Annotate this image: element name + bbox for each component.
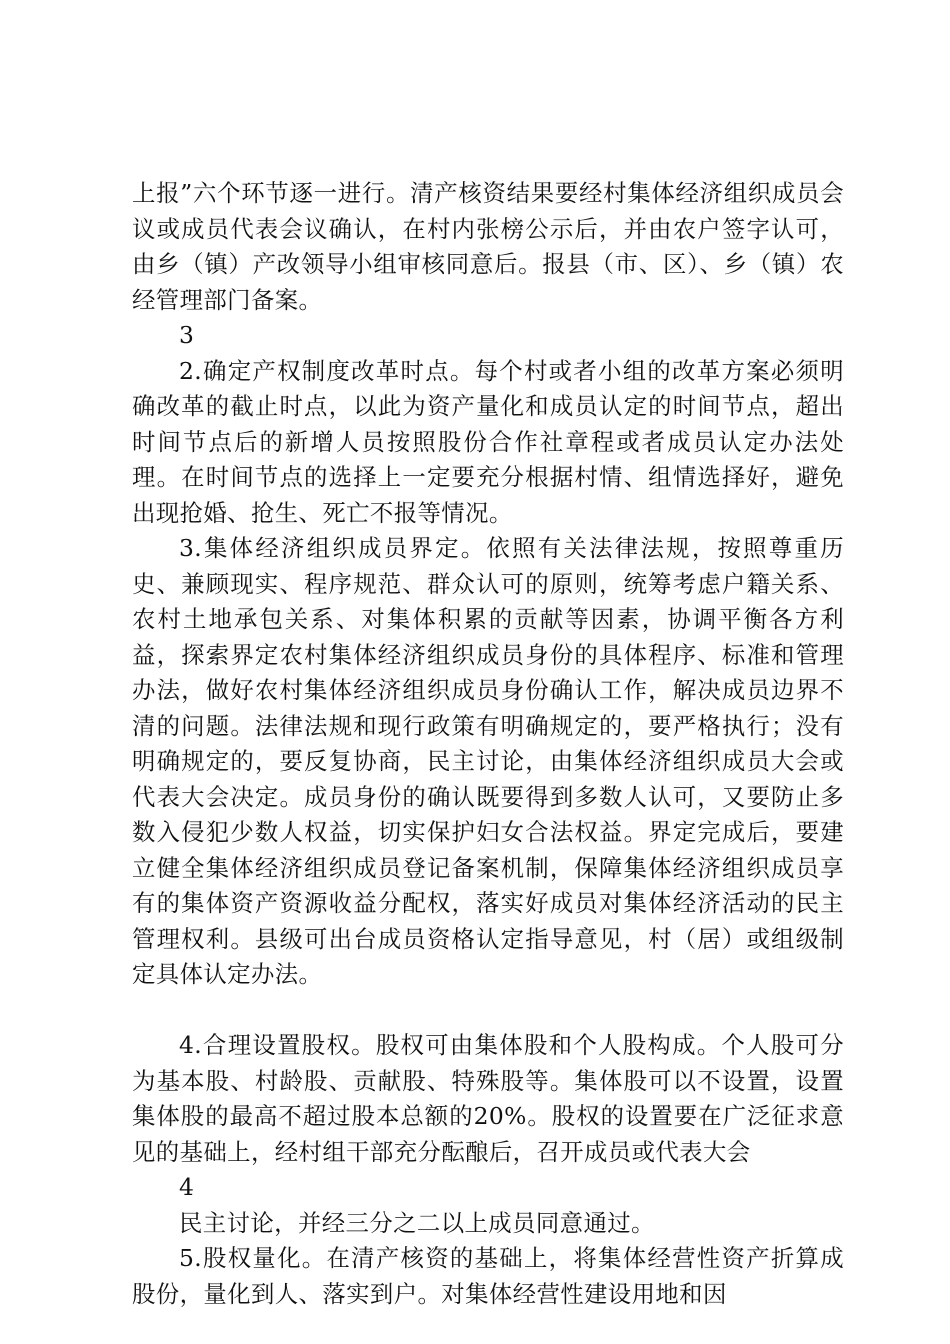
paragraph-equity-setup: 4.合理设置股权。股权可由集体股和个人股构成。个人股可分为基本股、村龄股、贡献股、特殊股等。集体股可以不设置，设置集体股的最高不超过股本总额的20%。股权的设置要在广泛征求意见的基础上，经村组干部充分酝酿后，召开成员或代表大会 <box>132 1031 844 1166</box>
paragraph-member-definition: 3.集体经济组织成员界定。依照有关法律法规，按照尊重历史、兼顾现实、程序规范、群众认可的原则，统筹考虑户籍关系、农村土地承包关系、对集体积累的贡献等因素，协调平衡各方利益，探索界定农村集体经济组织成员身份的具体程序、标准和管理办法，做好农村集体经济组织成员身份确认工作，解决成员边界不清的问题。法律法规和现行政策有明确规定的，要严格执行；没有明确规定的，要反复协商，民主讨论，由集体经济组织成员大会或代表大会决定。成员身份的确认既要得到多数人认可，又要防止多数入侵犯少数人权益，切实保护妇女合法权益。界定完成后，要建立健全集体经济组织成员登记备案机制，保障集体经济组织成员享有的集体资产资源收益分配权，落实好成员对集体经济活动的民主管理权利。县级可出台成员资格认定指导意见，村（居）或组级制定具体认定办法。 <box>132 534 844 988</box>
paragraph-cleanup-procedure: 上报”六个环节逐一进行。清产核资结果要经村集体经济组织成员会议或成员代表会议确认，在村内张榜公示后，并由农户签字认可，由乡（镇）产改领导小组审核同意后。报县（市、区）、乡（镇）农经管理部门备案。 <box>132 179 844 314</box>
paragraph-reform-timepoint: 2.确定产权制度改革时点。每个村或者小组的改革方案必须明确改革的截止时点，以此为资产量化和成员认定的时间节点，超出时间节点后的新增人员按照股份合作社章程或者成员认定办法处理。在时间节点的选择上一定要充分根据村情、组情选择好，避免出现抢婚、抢生、死亡不报等情况。 <box>132 356 844 527</box>
paragraph-gap <box>132 993 844 1029</box>
document-body <box>132 176 844 1312</box>
page-number-3: 3 <box>179 321 195 349</box>
paragraph-democratic-discussion: 民主讨论，并经三分之二以上成员同意通过。 <box>179 1208 655 1237</box>
page-number-4: 4 <box>179 1173 195 1201</box>
paragraph-equity-quantification: 5.股权量化。在清产核资的基础上，将集体经营性资产折算成股份，量化到人、落实到户。对集体经营性建设用地和因 <box>132 1244 844 1308</box>
